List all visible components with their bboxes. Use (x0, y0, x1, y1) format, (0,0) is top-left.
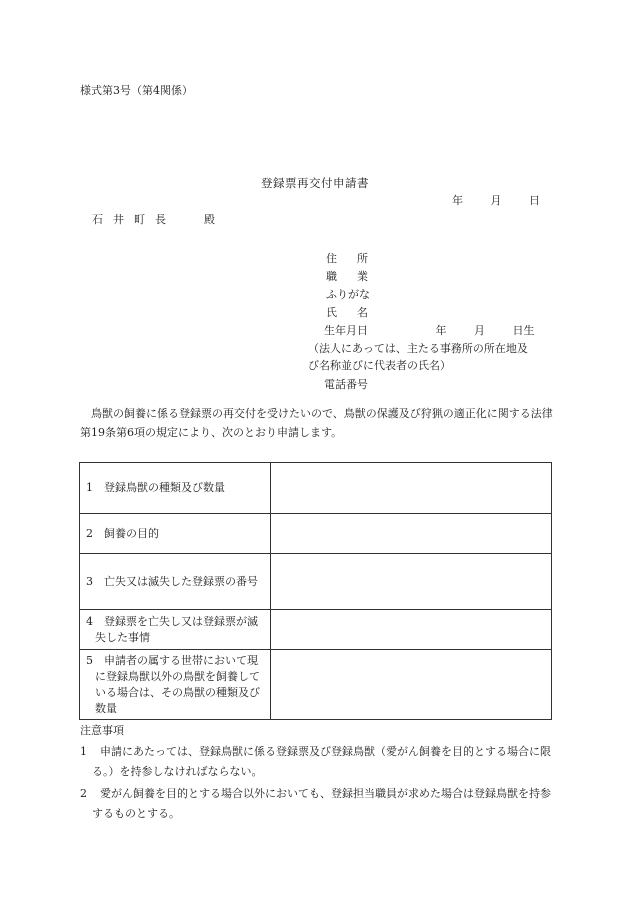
birth-month-label: 月 (474, 324, 485, 337)
note-item: 1 申請にあたっては、登録鳥獣に係る登録票及び登録鳥獣（愛がん飼養を目的とする場合に限る。）を持参しなければならない。 (80, 745, 551, 778)
row-value-field[interactable] (271, 650, 552, 720)
table-row (80, 650, 552, 720)
birth-day-label: 日生 (512, 324, 535, 337)
corporate-note-line1: （法人にあっては、主たる事務所の所在地及 (308, 342, 528, 355)
phone-label: 電話番号 (324, 378, 368, 391)
birthdate-fields (436, 322, 535, 340)
addressee-honorific: 殿 (204, 213, 215, 226)
row-value-field[interactable] (271, 463, 552, 514)
birthdate-row (324, 322, 535, 340)
birthdate-label: 生年月日 (324, 324, 368, 337)
furigana-label: ふりがな (326, 288, 370, 301)
row-label: 4 登録票を亡失し又は登録票が滅失した事情 (80, 610, 271, 650)
date-year-label: 年 (452, 194, 463, 207)
row-label: 5 申請者の属する世帯において現に登録鳥獣以外の鳥獣を飼養している場合は、その鳥獣の種類及び数量 (80, 650, 271, 720)
notes-heading: 注意事項 (80, 724, 124, 737)
corporate-note-line2: び名称並びに代表者の氏名） (308, 359, 451, 372)
name-label: 氏名 (326, 306, 388, 319)
row-value-field[interactable] (271, 554, 552, 610)
notes-section (80, 722, 560, 824)
address-label: 住所 (326, 252, 388, 265)
addressee-name: 石井町長 (92, 213, 176, 226)
row-label: 2 飼養の目的 (80, 514, 271, 554)
date-month-label: 月 (490, 194, 502, 207)
table-row (80, 463, 552, 514)
table-row (80, 554, 552, 610)
addressee (92, 213, 215, 228)
applicant-block (308, 250, 535, 394)
note-item: 2 愛がん飼養を目的とする場合以外においても、登録担当職員が求めた場合は登録鳥獣を持参するものとする。 (80, 787, 551, 820)
table-row (80, 514, 552, 554)
row-value-field[interactable] (271, 610, 552, 650)
application-table (79, 462, 552, 720)
row-label: 3 亡失又は滅失した登録票の番号 (80, 554, 271, 610)
table-row (80, 610, 552, 650)
application-date (452, 194, 540, 209)
birth-year-label: 年 (435, 324, 447, 337)
document-title: 登録票再交付申請書 (261, 176, 369, 190)
row-label: 1 登録鳥獣の種類及び数量 (80, 463, 271, 514)
corporate-note (308, 340, 535, 374)
row-value-field[interactable] (271, 514, 552, 554)
occupation-label: 職業 (326, 270, 388, 283)
intro-paragraph: 鳥獣の飼養に係る登録票の再交付を受けたいので、鳥獣の保護及び狩猟の適正化に関する法律第19条第6項の規定により、次のとおり申請します。 (80, 407, 553, 439)
form-number: 様式第3号（第4関係） (80, 84, 193, 97)
date-day-label: 日 (529, 194, 540, 207)
